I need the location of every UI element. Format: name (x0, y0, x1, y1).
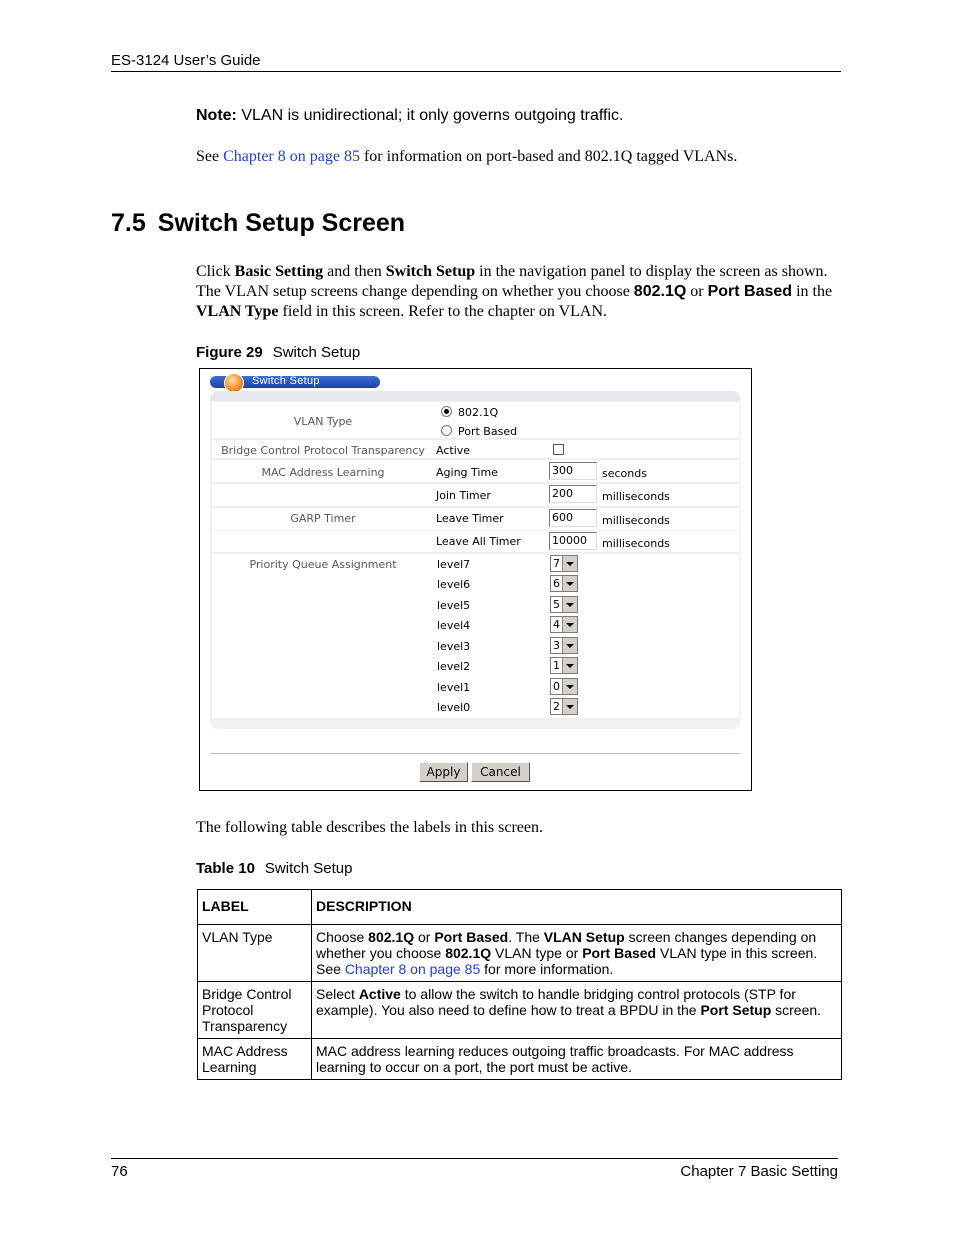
table-title: Switch Setup (264, 860, 353, 877)
row-description: Select Active to allow the switch to handle bridging control protocols (STP for example). You also need to define how to treat a BPDU in the Port Setup screen. (312, 982, 842, 1039)
intro-paragraph: Click Basic Setting and then Switch Setup in the navigation panel to display the screen as shown. The VLAN setup screens change depending on whether you choose 802.1Q or Port Based in the VLAN Type field in this screen. Refer to the chapter on VLAN. (196, 263, 833, 320)
section-heading (111, 209, 405, 238)
garp-timer-label: GARP Timer (290, 512, 356, 525)
screen-title: Switch Setup (252, 375, 320, 387)
see-post: for information on port-based and 802.1Q tagged VLANs. (359, 148, 738, 165)
leave-timer-label: Leave Timer (436, 512, 504, 525)
radio-port-based[interactable] (441, 425, 452, 436)
description-table (197, 889, 842, 1080)
bpdu-label: Bridge Control Protocol Transparency (221, 444, 425, 457)
page-header (111, 52, 841, 72)
level7-label: level7 (437, 558, 471, 571)
row-label: VLAN Type (198, 925, 312, 982)
table-row (198, 982, 842, 1039)
chevron-down-icon (562, 617, 577, 632)
aging-time-unit: seconds (602, 467, 647, 480)
radio-8021q-label: 802.1Q (458, 406, 499, 419)
level5-select[interactable]: 5 (550, 596, 578, 613)
header-title: ES-3124 User’s Guide (111, 52, 261, 69)
row-label: Bridge Control Protocol Transparency (198, 982, 312, 1039)
cancel-button[interactable]: Cancel (471, 762, 530, 782)
mac-learning-label: MAC Address Learning (261, 466, 385, 479)
table-chapter-8-link[interactable]: Chapter 8 on page 85 (344, 961, 481, 977)
footer-chapter: Chapter 7 Basic Setting (680, 1163, 838, 1180)
page-number: 76 (111, 1163, 128, 1180)
header-label: LABEL (198, 890, 312, 925)
chevron-down-icon (562, 679, 577, 694)
level1-label: level1 (437, 681, 471, 694)
level0-select[interactable]: 2 (550, 698, 578, 715)
radio-port-based-label: Port Based (458, 425, 518, 438)
level7-select[interactable]: 7 (550, 555, 578, 572)
chevron-down-icon (562, 597, 577, 612)
level6-label: level6 (437, 578, 471, 591)
see-pre: See (196, 148, 224, 165)
active-label: Active (436, 444, 471, 457)
orb-icon (224, 373, 244, 393)
switch-setup-screenshot (199, 368, 752, 791)
chevron-down-icon (562, 576, 577, 591)
section-number: 7.5 (111, 209, 146, 237)
leaveall-timer-input[interactable]: 10000 (549, 532, 597, 550)
aging-time-input[interactable]: 300 (549, 462, 597, 480)
note-text: VLAN is unidirectional; it only governs outgoing traffic. (236, 107, 624, 124)
figure-title: Switch Setup (272, 344, 361, 361)
level2-label: level2 (437, 660, 471, 673)
chevron-down-icon (562, 699, 577, 714)
level5-label: level5 (437, 599, 471, 612)
chapter-8-link[interactable]: Chapter 8 on page 85 (223, 148, 360, 165)
row-label: MAC Address Learning (198, 1039, 312, 1080)
priority-queue-label: Priority Queue Assignment (249, 558, 397, 571)
note (196, 107, 623, 125)
join-timer-unit: milliseconds (602, 490, 670, 503)
section-title: Switch Setup Screen (157, 209, 406, 237)
row-description: Choose 802.1Q or Port Based. The VLAN Setup screen changes depending on whether you choose 802.1Q VLAN type or Port Based VLAN type in this screen. See Chapter 8 on page 85 for more information. (312, 925, 842, 982)
row-priority-queue (212, 554, 739, 718)
figure-label: Figure 29 (196, 344, 263, 361)
chevron-down-icon (562, 638, 577, 653)
leave-timer-unit: milliseconds (602, 514, 670, 527)
join-timer-label: Join Timer (436, 489, 491, 502)
figure-caption (196, 344, 360, 361)
level2-select[interactable]: 1 (550, 657, 578, 674)
chevron-down-icon (562, 556, 577, 571)
row-description: MAC address learning reduces outgoing traffic broadcasts. For MAC address learning to occur on a port, the port must be active. (312, 1039, 842, 1080)
leaveall-timer-unit: milliseconds (602, 537, 670, 550)
page-footer (111, 1158, 838, 1180)
level0-label: level0 (437, 701, 471, 714)
level1-select[interactable]: 0 (550, 678, 578, 695)
table-row (198, 925, 842, 982)
aging-time-label: Aging Time (436, 466, 498, 479)
see-reference (196, 148, 737, 166)
screen-title-bar (210, 376, 380, 388)
level3-label: level3 (437, 640, 471, 653)
level4-select[interactable]: 4 (550, 616, 578, 633)
level6-select[interactable]: 6 (550, 575, 578, 592)
note-label: Note: (196, 107, 237, 124)
leaveall-timer-label: Leave All Timer (436, 535, 521, 548)
apply-button[interactable]: Apply (419, 762, 468, 782)
header-description: DESCRIPTION (312, 890, 842, 925)
table-caption (196, 860, 352, 877)
table-intro: The following table describes the labels in this screen. (196, 819, 544, 836)
table-header-row (198, 890, 842, 925)
join-timer-input[interactable]: 200 (549, 485, 597, 503)
radio-8021q[interactable] (441, 406, 452, 417)
active-checkbox[interactable] (553, 444, 564, 455)
level4-label: level4 (437, 619, 471, 632)
table-row (198, 1039, 842, 1080)
table-label: Table 10 (196, 860, 255, 877)
level3-select[interactable]: 3 (550, 637, 578, 654)
chevron-down-icon (562, 658, 577, 673)
vlan-type-label: VLAN Type (293, 415, 353, 428)
leave-timer-input[interactable]: 600 (549, 509, 597, 527)
divider (210, 753, 740, 754)
